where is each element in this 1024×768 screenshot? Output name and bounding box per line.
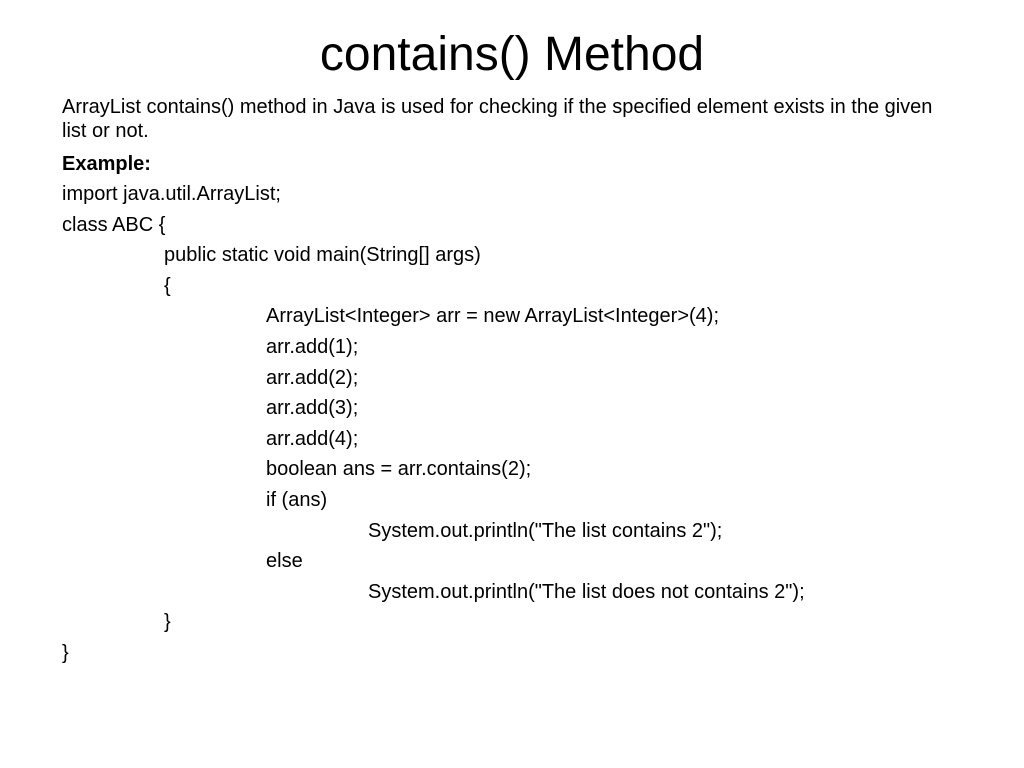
code-line: else: [266, 550, 303, 573]
code-line: System.out.println("The list does not contains 2");: [368, 580, 805, 603]
code-line: import java.util.ArrayList;: [62, 183, 281, 205]
example-label: Example:: [62, 153, 151, 175]
code-line: }: [62, 641, 69, 664]
code-line: boolean ans = arr.contains(2);: [266, 458, 532, 481]
code-line: class ABC {: [62, 213, 166, 236]
code-line: System.out.println("The list contains 2");: [368, 519, 723, 542]
code-line: arr.add(3);: [266, 397, 359, 420]
code-line: arr.add(1);: [266, 335, 359, 358]
code-line: public static void main(String[] args): [164, 244, 481, 267]
slide-content: [62, 95, 962, 669]
code-line: }: [164, 611, 171, 634]
code-line: if (ans): [266, 488, 328, 511]
slide-title: contains() Method: [319, 28, 705, 81]
code-line: ArrayList<Integer> arr = new ArrayList<Integer>(4);: [266, 305, 719, 328]
code-line: arr.add(4);: [266, 427, 359, 450]
code-block: [62, 179, 962, 669]
code-line: arr.add(2);: [266, 366, 359, 389]
code-line: {: [164, 274, 171, 297]
intro-paragraph: ArrayList contains() method in Java is used for checking if the specified element exists in the given list or not.: [62, 96, 933, 142]
